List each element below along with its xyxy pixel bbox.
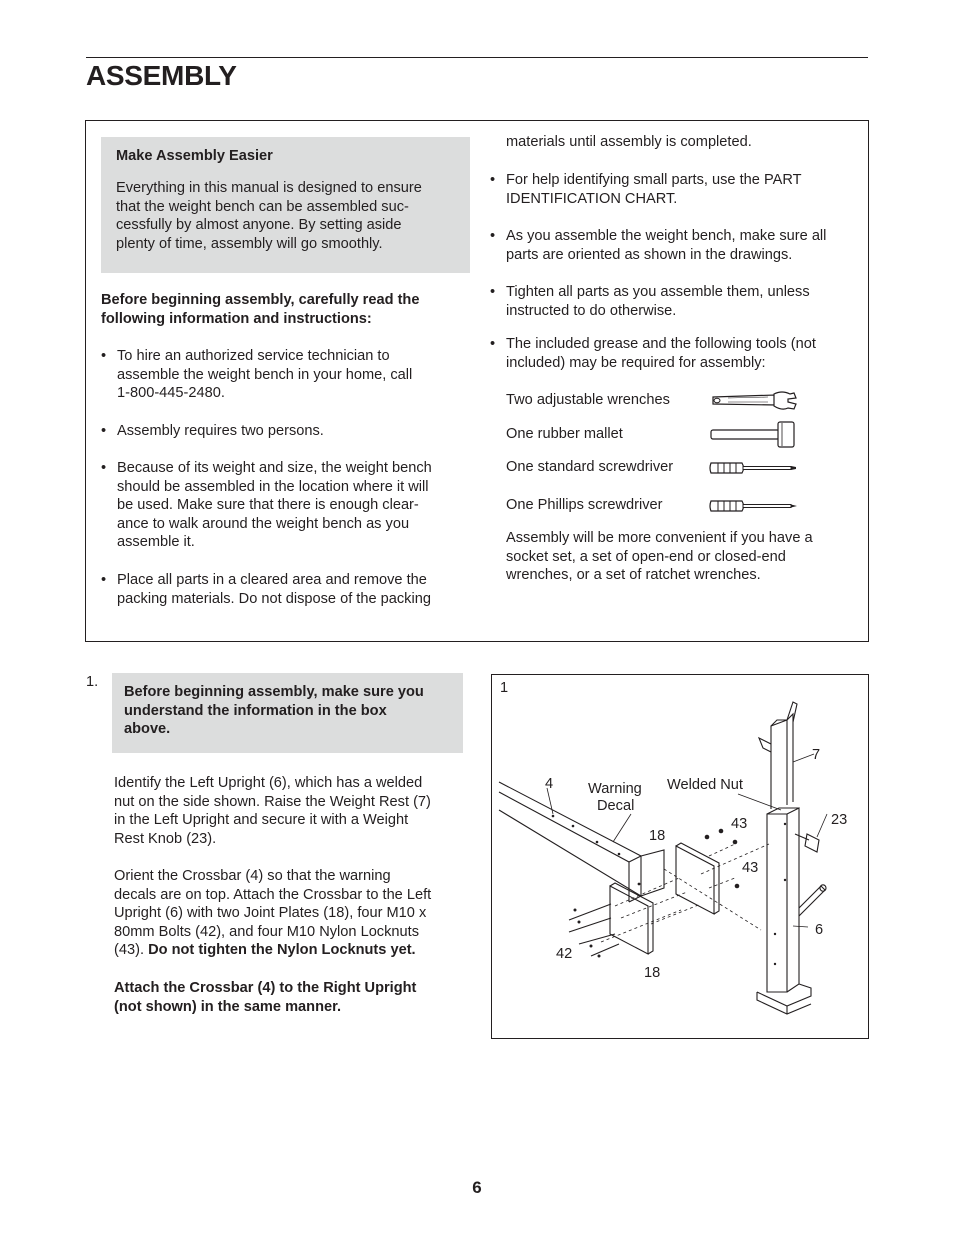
bullet-line: As you assemble the weight bench, make sure all: [506, 228, 827, 244]
welded-nut-label: Welded Nut: [667, 777, 743, 793]
convenient-line: wrenches, or a set of ratchet wrenches.: [506, 567, 761, 583]
bullet-line: ance to walk around the weight bench as you: [117, 515, 410, 532]
step-text-line: nut on the side shown. Raise the Weight Rest (7): [114, 793, 431, 810]
bullet-technician: [101, 347, 461, 407]
callout-6: 6: [815, 922, 824, 938]
callout-7: 7: [812, 747, 821, 763]
convenient-line: Assembly will be more convenient if you have a: [506, 530, 813, 546]
bullet-line: Place all parts in a cleared area and remove the: [117, 572, 427, 588]
callout-23: 23: [831, 812, 848, 828]
convenient-line: socket set, a set of open-end or closed-end: [506, 548, 786, 565]
bullet-line: should be assembled in the location where it will: [117, 478, 429, 495]
easier-line: cessfully by almost anyone. By setting aside: [116, 217, 402, 233]
warning-decal-label: Decal: [597, 798, 635, 814]
step-text-line: [114, 941, 416, 960]
before-beginning-heading: following information and instructions:: [101, 310, 372, 327]
easier-line: Everything in this manual is designed to ensure: [116, 180, 422, 196]
tool-label: Two adjustable wrenches: [506, 392, 670, 408]
before-beginning-heading: Before beginning assembly, carefully read the: [101, 292, 420, 308]
bullet-tighten: [490, 283, 860, 323]
bullet-part-chart: [490, 171, 860, 211]
step-text-bold-line: (not shown) in the same manner.: [114, 998, 342, 1015]
bullet-line: IDENTIFICATION CHART.: [506, 190, 678, 207]
step-text-line: Identify the Left Upright (6), which has a welded: [114, 775, 423, 791]
bullet-text: [506, 335, 816, 372]
bullet-orientation: [490, 227, 860, 267]
bullet-line: Tighten all parts as you assemble them, unless: [506, 284, 810, 300]
bullet-text: [506, 171, 802, 208]
assembly-drawing: [491, 674, 868, 1038]
continuation-text: materials until assembly is completed.: [506, 134, 752, 150]
bullet-tools: [490, 335, 860, 375]
bullet-text: [506, 227, 826, 264]
bullet-dot: •: [101, 423, 107, 439]
step-text-plain: (43).: [114, 942, 149, 958]
bullet-line: parts are oriented as shown in the drawings.: [506, 246, 793, 263]
callout-43: 43: [731, 816, 748, 832]
standard-screwdriver-icon: [708, 459, 800, 477]
easier-line: that the weight bench can be assembled suc-: [116, 198, 409, 215]
callout-4: 4: [545, 776, 554, 792]
page-title: ASSEMBLY: [86, 60, 237, 91]
rubber-mallet-icon: [708, 420, 800, 450]
bullet-dot: •: [490, 172, 496, 188]
adjustable-wrench-icon: [708, 388, 800, 416]
bullet-line: 1-800-445-2480.: [117, 385, 225, 402]
callout-18: 18: [649, 828, 666, 844]
tool-label: One rubber mallet: [506, 426, 623, 442]
tool-label: One Phillips screwdriver: [506, 497, 663, 513]
bullet-text: [117, 347, 412, 403]
easier-line: plenty of time, assembly will go smoothly.: [116, 235, 383, 252]
phillips-screwdriver-icon: [708, 497, 800, 515]
callout-43: 43: [742, 860, 759, 876]
page-number: 6: [472, 1178, 482, 1197]
callout-42: 42: [556, 946, 573, 962]
step-text-line: Orient the Crossbar (4) so that the warning: [114, 868, 391, 884]
step-note-line: above.: [124, 721, 171, 737]
bullet-dot: •: [101, 348, 107, 364]
bullet-line: assemble it.: [117, 534, 195, 551]
bullet-text: [117, 459, 432, 552]
bullet-line: included) may be required for assembly:: [506, 354, 766, 371]
step-note-line: understand the information in the box: [124, 702, 387, 719]
step-text-line: Upright (6) with two Joint Plates (18), four M10 x: [114, 905, 427, 921]
bullet-line: For help identifying small parts, use the PART: [506, 172, 802, 188]
bullet-line: instructed to do otherwise.: [506, 302, 677, 319]
bullet-text: [117, 571, 431, 608]
bullet-line: To hire an authorized service technician to: [117, 348, 390, 364]
step-text-line: in the Left Upright and secure it with a Weight: [114, 812, 409, 828]
bullet-line: assemble the weight bench in your home, call: [117, 366, 413, 383]
bullet-text: [117, 422, 324, 441]
tool-label: One standard screwdriver: [506, 459, 674, 475]
warning-decal-label: Warning: [588, 781, 642, 797]
bullet-text: [506, 283, 810, 320]
bullet-two-persons: [101, 422, 461, 442]
step-text-line: 80mm Bolts (42), and four M10 Nylon Locknuts: [114, 923, 419, 940]
bullet-line: Because of its weight and size, the weight bench: [117, 460, 432, 476]
callout-18: 18: [644, 965, 661, 981]
bullet-dot: •: [101, 572, 107, 588]
step-text-line: Rest Knob (23).: [114, 830, 217, 847]
bullet-cleared-area: [101, 571, 461, 611]
step-note-line: Before beginning assembly, make sure you: [124, 684, 424, 700]
bullet-dot: •: [490, 284, 496, 300]
bullet-line: The included grease and the following tools (not: [506, 336, 816, 352]
bullet-line: be used. Make sure that there is enough clear-: [117, 497, 419, 514]
step-text-bold-line: Attach the Crossbar (4) to the Right Upright: [114, 980, 417, 996]
step-text-line: decals are on top. Attach the Crossbar to the Left: [114, 886, 432, 903]
bullet-dot: •: [490, 228, 496, 244]
bullet-dot: •: [101, 460, 107, 476]
figure-number: 1: [500, 680, 509, 696]
step-number: 1.: [86, 674, 99, 690]
bullet-weight-size: [101, 459, 461, 554]
easier-title: Make Assembly Easier: [116, 148, 273, 164]
bullet-line: Assembly requires two persons.: [117, 423, 324, 439]
step-text-warning: Do not tighten the Nylon Locknuts yet.: [148, 942, 416, 958]
header-rule: [86, 57, 868, 58]
bullet-dot: •: [490, 336, 496, 352]
bullet-line: packing materials. Do not dispose of the packing: [117, 590, 431, 607]
